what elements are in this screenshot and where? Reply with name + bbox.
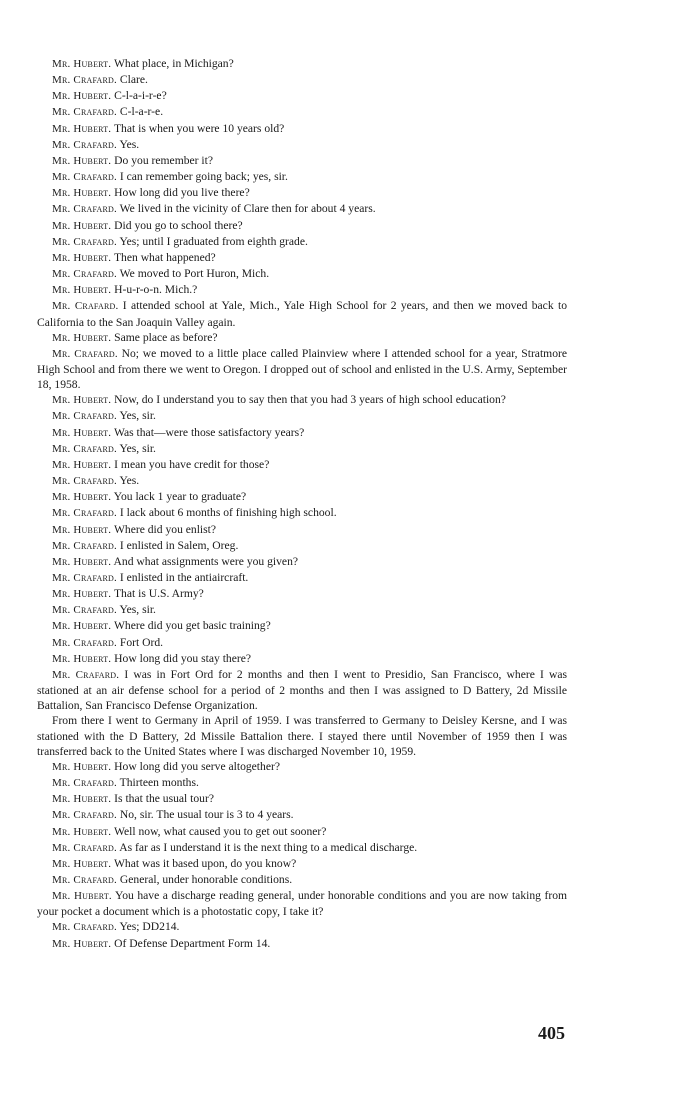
- speaker-name: Mr. Hubert.: [52, 122, 112, 135]
- testimony-paragraph: [37, 137, 567, 153]
- testimony-paragraph: [37, 201, 567, 217]
- speaker-name: Mr. Hubert.: [52, 458, 112, 471]
- speaker-name: Mr. Hubert.: [52, 857, 112, 870]
- testimony-paragraph: [37, 888, 567, 919]
- speech-text: Do you remember it?: [114, 153, 214, 167]
- speaker-name: Mr. Hubert.: [52, 284, 112, 297]
- speaker-name: Mr. Crafard.: [52, 809, 117, 822]
- speech-text: I was in Fort Ord for 2 months and then I went to Presidio, San Francisco, where I was stationed at an air defense school for a period of 2 months and then I was assigned to D Battery, 2d Missile Battalion, San Francisco Defense Organization.: [37, 667, 567, 713]
- testimony-paragraph: [37, 282, 567, 298]
- speaker-name: Mr. Crafard.: [52, 442, 117, 455]
- speaker-name: Mr. Hubert.: [52, 890, 112, 903]
- speaker-name: Mr. Hubert.: [52, 793, 112, 806]
- testimony-paragraph: [37, 153, 567, 169]
- testimony-paragraph: [37, 441, 567, 457]
- testimony-paragraph: [37, 392, 567, 408]
- speech-text: Yes.: [119, 137, 140, 151]
- testimony-paragraph: [37, 602, 567, 618]
- testimony-paragraph: [37, 759, 567, 775]
- testimony-paragraph: [37, 635, 567, 651]
- speech-text: Now, do I understand you to say then that you had 3 years of high school education?: [114, 393, 506, 407]
- speech-text: You have a discharge reading general, under honorable conditions and you are now taking from your pocket a document which is a photostatic copy, I take it?: [37, 889, 567, 919]
- speaker-name: Mr. Hubert.: [52, 90, 112, 103]
- speaker-name: Mr. Hubert.: [52, 652, 112, 665]
- speaker-name: Mr. Crafard.: [52, 74, 117, 87]
- testimony-paragraph: [37, 840, 567, 856]
- testimony-paragraph: [37, 104, 567, 120]
- speaker-name: Mr. Crafard.: [52, 539, 117, 552]
- speaker-name: Mr. Hubert.: [52, 760, 112, 773]
- speech-text: As far as I understand it is the next thing to a medical discharge.: [119, 840, 418, 854]
- speech-text: Thirteen months.: [119, 776, 199, 790]
- speech-text: No, sir. The usual tour is 3 to 4 years.: [119, 808, 294, 822]
- speech-text: I enlisted in the antiaircraft.: [119, 571, 249, 584]
- speech-text: Then what happened?: [113, 250, 216, 264]
- testimony-paragraph: [37, 791, 567, 807]
- speech-text: What place, in Michigan?: [113, 57, 234, 70]
- speaker-name: Mr. Hubert.: [52, 394, 112, 407]
- speaker-name: Mr. Hubert.: [52, 555, 112, 568]
- speech-text: That is U.S. Army?: [113, 587, 204, 601]
- speaker-name: Mr. Crafard.: [52, 777, 117, 790]
- speaker-name: Mr. Crafard.: [52, 138, 117, 151]
- speech-text: Of Defense Department Form 14.: [114, 936, 271, 950]
- testimony-paragraph: [37, 56, 567, 72]
- testimony-paragraph: [37, 298, 567, 329]
- speaker-name: Mr. Hubert.: [52, 523, 112, 536]
- speech-text: Where did you enlist?: [113, 522, 217, 536]
- testimony-paragraph: [37, 169, 567, 185]
- speech-text: Is that the usual tour?: [114, 792, 214, 806]
- speaker-name: Mr. Crafard.: [52, 841, 117, 854]
- speech-text: How long did you live there?: [114, 186, 250, 200]
- speech-text: No; we moved to a little place called Plainview where I attended school for a year, Stratmore High School and from there we went to Oregon. I dropped out of school and enlisted in the U.S. Army, September 18, 1958.: [37, 346, 567, 392]
- speaker-name: Mr. Crafard.: [52, 347, 118, 360]
- speaker-name: Mr. Crafard.: [52, 171, 117, 184]
- speech-text: We lived in the vicinity of Clare then for about 4 years.: [119, 202, 376, 216]
- testimony-paragraph: [37, 713, 567, 758]
- speaker-name: Mr. Crafard.: [52, 300, 119, 313]
- speaker-name: Mr. Hubert.: [52, 426, 112, 439]
- speech-text: Yes, sir.: [119, 603, 156, 617]
- testimony-paragraph: [37, 570, 567, 586]
- testimony-paragraph: [37, 505, 567, 521]
- speaker-name: Mr. Crafard.: [52, 475, 117, 488]
- speaker-name: Mr. Hubert.: [52, 491, 112, 504]
- testimony-paragraph: [37, 824, 567, 840]
- speech-text: I attended school at Yale, Mich., Yale High School for 2 years, and then we moved back to California to the San Joaquin Valley again.: [37, 299, 567, 329]
- speech-text: Yes, sir.: [119, 441, 156, 455]
- testimony-paragraph: [37, 872, 567, 888]
- testimony-paragraph: [37, 425, 567, 441]
- speech-text: Well now, what caused you to get out sooner?: [113, 824, 327, 838]
- speaker-name: Mr. Crafard.: [52, 106, 117, 119]
- speaker-name: Mr. Hubert.: [52, 937, 112, 950]
- speaker-name: Mr. Hubert.: [52, 58, 112, 70]
- speech-text: I can remember going back; yes, sir.: [119, 170, 288, 184]
- testimony-paragraph: [37, 218, 567, 234]
- speaker-name: Mr. Crafard.: [52, 572, 117, 584]
- speech-text: Yes, sir.: [119, 409, 156, 423]
- testimony-paragraph: [37, 234, 567, 250]
- speech-text: And what assignments were you given?: [113, 554, 299, 568]
- testimony-paragraph: [37, 72, 567, 88]
- testimony-paragraph: [37, 554, 567, 570]
- speaker-name: Mr. Hubert.: [52, 187, 112, 200]
- testimony-paragraph: [37, 522, 567, 538]
- speech-text: How long did you serve altogether?: [114, 759, 280, 773]
- speaker-name: Mr. Crafard.: [52, 668, 120, 681]
- testimony-paragraph: [37, 346, 567, 392]
- speech-text: Did you go to school there?: [114, 218, 243, 232]
- speech-text: General, under honorable conditions.: [119, 872, 293, 886]
- speaker-name: Mr. Crafard.: [52, 636, 117, 649]
- speech-text: Yes; until I graduated from eighth grade.: [119, 234, 308, 248]
- speech-text: C-l-a-i-r-e?: [114, 89, 167, 103]
- speech-text: How long did you stay there?: [114, 651, 252, 665]
- speech-text: Yes; DD214.: [119, 920, 180, 934]
- testimony-paragraph: [37, 618, 567, 634]
- testimony-paragraph: [37, 489, 567, 505]
- speech-text: From there I went to Germany in April of 1959. I was transferred to Germany to Deisley Kersne, and I was stationed with the D Battery, 2d Missile Battalion there. I stayed there until November of 1959 then I was transferred back to the United States where I was discharged November 10, 1959.: [37, 714, 567, 758]
- speech-text: Yes.: [119, 474, 140, 488]
- speech-text: C-l-a-r-e.: [119, 105, 164, 119]
- testimony-paragraph: [37, 185, 567, 201]
- speaker-name: Mr. Crafard.: [52, 921, 117, 934]
- speech-text: You lack 1 year to graduate?: [113, 490, 247, 504]
- speech-text: I enlisted in Salem, Oreg.: [119, 538, 239, 552]
- speech-text: H-u-r-o-n. Mich.?: [114, 283, 198, 297]
- speaker-name: Mr. Hubert.: [52, 251, 112, 264]
- testimony-paragraph: [37, 807, 567, 823]
- speaker-name: Mr. Crafard.: [52, 873, 117, 886]
- testimony-paragraph: [37, 919, 567, 935]
- speaker-name: Mr. Crafard.: [52, 235, 117, 248]
- speech-text: Same place as before?: [114, 330, 218, 344]
- speech-text: What was it based upon, do you know?: [113, 856, 297, 870]
- testimony-paragraph: [37, 667, 567, 713]
- speech-text: I lack about 6 months of finishing high school.: [119, 506, 337, 520]
- speech-text: Clare.: [119, 73, 148, 87]
- speaker-name: Mr. Hubert.: [52, 154, 112, 167]
- testimony-paragraph: [37, 330, 567, 346]
- testimony-paragraph: [37, 121, 567, 137]
- speaker-name: Mr. Hubert.: [52, 331, 112, 344]
- speech-text: We moved to Port Huron, Mich.: [119, 267, 270, 281]
- testimony-paragraph: [37, 473, 567, 489]
- speech-text: Was that—were those satisfactory years?: [113, 425, 305, 439]
- speaker-name: Mr. Hubert.: [52, 588, 112, 601]
- speech-text: Fort Ord.: [119, 635, 164, 649]
- speech-text: I mean you have credit for those?: [114, 457, 270, 471]
- testimony-paragraph: [37, 266, 567, 282]
- testimony-paragraph: [37, 856, 567, 872]
- speaker-name: Mr. Hubert.: [52, 825, 112, 838]
- testimony-paragraph: [37, 775, 567, 791]
- testimony-paragraph: [37, 250, 567, 266]
- testimony-paragraph: [37, 457, 567, 473]
- testimony-paragraph: [37, 651, 567, 667]
- testimony-paragraph: [37, 88, 567, 104]
- page-number: 405: [538, 1023, 565, 1043]
- testimony-paragraph: [37, 936, 567, 952]
- testimony-paragraph: [37, 538, 567, 554]
- speech-text: That is when you were 10 years old?: [113, 121, 285, 135]
- speech-text: Where did you get basic training?: [113, 619, 271, 633]
- testimony-paragraph: [37, 586, 567, 602]
- testimony-paragraph: [37, 408, 567, 424]
- speaker-name: Mr. Crafard.: [52, 203, 117, 216]
- speaker-name: Mr. Crafard.: [52, 268, 117, 281]
- speaker-name: Mr. Crafard.: [52, 604, 117, 617]
- speaker-name: Mr. Crafard.: [52, 507, 117, 520]
- speaker-name: Mr. Hubert.: [52, 219, 112, 232]
- speaker-name: Mr. Crafard.: [52, 410, 117, 423]
- testimony-transcript: [37, 56, 567, 952]
- speaker-name: Mr. Hubert.: [52, 620, 112, 633]
